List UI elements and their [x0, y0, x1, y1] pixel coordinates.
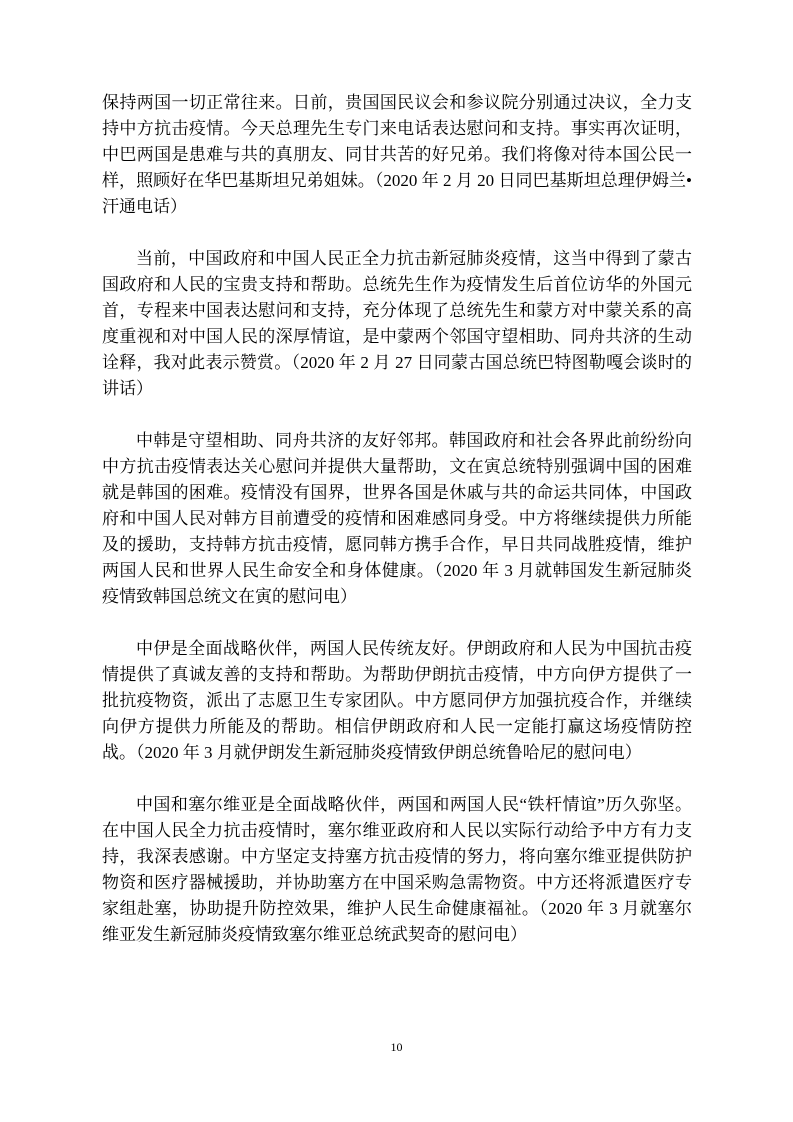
page-number: 10 — [390, 1040, 403, 1054]
paragraph-pakistan-call: 保持两国一切正常往来。日前，贵国国民议会和参议院分别通过决议，全力支持中方抗击疫情。今天总理先生专门来电话表达慰问和支持。事实再次证明，中巴两国是患难与共的真朋友、同甘共苦的好兄弟。我们将像对待本国公民一样，照顾好在华巴基斯坦兄弟姐妹。（2020 年 2 月 20 日同巴基斯坦总理伊姆兰•汗通电话） — [102, 93, 692, 216]
paragraph-korea-condolence: 中韩是守望相助、同舟共济的友好邻邦。韩国政府和社会各界此前纷纷向中方抗击疫情表达关心慰问并提供大量帮助，文在寅总统特别强调中国的困难就是韩国的困难。疫情没有国界，世界各国是休戚与共的命运共同体，中国政府和中国人民对韩方目前遭受的疫情和困难感同身受。中方将继续提供力所能及的援助，支持韩方抗击疫情，愿同韩方携手合作，早日共同战胜疫情，维护两国人民和世界人民生命安全和身体健康。（2020 年 3 月就韩国发生新冠肺炎疫情致韩国总统文在寅的慰问电） — [102, 431, 692, 606]
paragraph-serbia-condolence: 中国和塞尔维亚是全面战略伙伴，两国和两国人民“铁杆情谊”历久弥坚。在中国人民全力抗击疫情时，塞尔维亚政府和人民以实际行动给予中方有力支持，我深表感谢。中方坚定支持塞方抗击疫情的努力，将向塞尔维亚提供防护物资和医疗器械援助，并协助塞方在中国采购急需物资。中方还将派遣医疗专家组赴塞，协助提升防控效果，维护人民生命健康福祉。（2020 年 3 月就塞尔维亚发生新冠肺炎疫情致塞尔维亚总统武契奇的慰问电） — [102, 795, 692, 944]
text-block — [102, 90, 692, 974]
paragraph-iran-condolence: 中伊是全面战略伙伴，两国人民传统友好。伊朗政府和人民为中国抗击疫情提供了真诚友善的支持和帮助。为帮助伊朗抗击疫情，中方向伊方提供了一批抗疫物资，派出了志愿卫生专家团队。中方愿同伊方加强抗疫合作，并继续向伊方提供力所能及的帮助。相信伊朗政府和人民一定能打赢这场疫情防控战。（2020 年 3 月就伊朗发生新冠肺炎疫情致伊朗总统鲁哈尼的慰问电） — [102, 639, 692, 762]
paragraph-mongolia-talks: 当前，中国政府和中国人民正全力抗击新冠肺炎疫情，这当中得到了蒙古国政府和人民的宝贵支持和帮助。总统先生作为疫情发生后首位访华的外国元首，专程来中国表达慰问和支持，充分体现了总统先生和蒙方对中蒙关系的高度重视和对中国人民的深厚情谊，是中蒙两个邻国守望相助、同舟共济的生动诠释，我对此表示赞赏。（2020 年 2 月 27 日同蒙古国总统巴特图勒嘎会谈时的讲话） — [102, 249, 692, 398]
